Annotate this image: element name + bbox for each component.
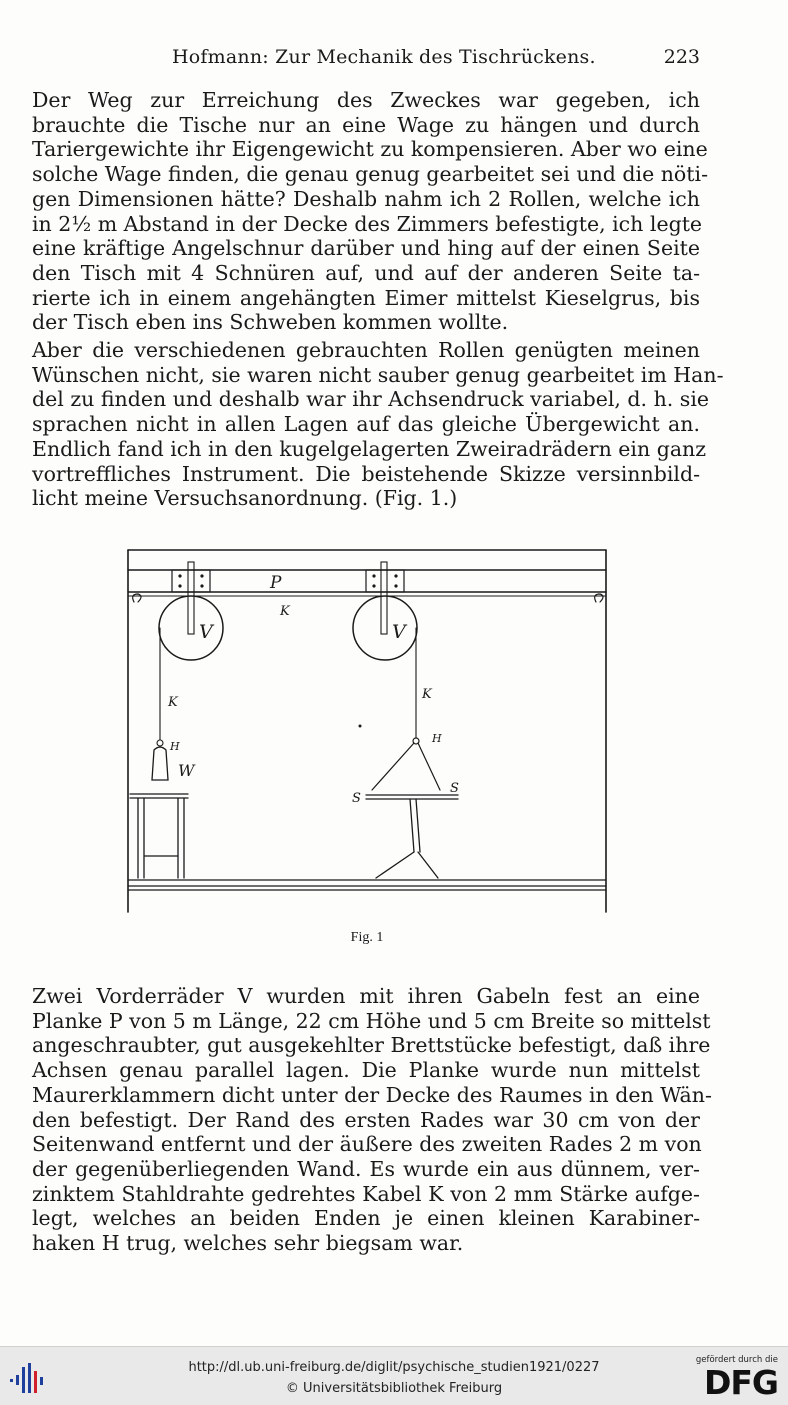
- running-title: Hofmann: Zur Mechanik des Tischrückens.: [172, 46, 596, 68]
- text-line: zinktem Stahldrahte gedrehtes Kabel K von 2 mm Stärke aufge-: [32, 1181, 700, 1206]
- left-stand: [130, 794, 188, 878]
- figure-1-diagram: [120, 540, 616, 920]
- text-line: Planke P von 5 m Länge, 22 cm Höhe und 5 cm Breite so mittelst: [32, 1008, 711, 1033]
- text-line: Wünschen nicht, sie waren nicht sauber genug gearbeitet im Han-: [32, 362, 724, 387]
- left-hook: [157, 740, 163, 746]
- text-line: in 2½ m Abstand in der Decke des Zimmers befestigte, ich legte: [32, 211, 703, 236]
- text-line: legt, welches an beiden Enden je einen kleinen Karabiner-: [32, 1206, 700, 1231]
- paragraph-3: [32, 984, 712, 1256]
- label-cable-left: K: [168, 695, 178, 710]
- text-line: licht meine Versuchsanordnung. (Fig. 1.): [32, 486, 458, 511]
- page-header: [32, 46, 700, 74]
- copyright-notice: © Universitätsbibliothek Freiburg: [285, 1381, 503, 1396]
- label-cable-top: K: [280, 604, 290, 619]
- text-line: solche Wage finden, die genau genug gearbeitet sei und die nöti-: [32, 162, 708, 187]
- left-mount-plate: [172, 570, 210, 592]
- label-hook-right: H: [432, 732, 442, 745]
- paragraph-2: [32, 338, 724, 511]
- right-mount-plate: [366, 570, 404, 592]
- text-line: Der Weg zur Erreichung des Zweckes war gegeben, ich: [32, 88, 700, 112]
- left-bracket: [133, 594, 141, 602]
- text-line: sprachen nicht in allen Lagen auf das gleiche Übergewicht an.: [32, 412, 700, 437]
- suspended-table: [366, 795, 458, 878]
- right-fork-rod: [381, 562, 387, 634]
- figure-caption: Fig. 1: [350, 930, 384, 945]
- text-line: Aber die verschiedenen gebrauchten Rollen genügten meinen: [32, 338, 700, 362]
- text-line: Tariergewichte ihr Eigengewicht zu kompensieren. Aber wo eine: [32, 137, 708, 162]
- text-line: brauchte die Tische nur an eine Wage zu hängen und durch: [32, 112, 700, 137]
- funder-small-text: gefördert durch die: [695, 1355, 778, 1365]
- table-suspension: [372, 738, 440, 790]
- text-line: eine kräftige Angelschnur darüber und hing auf der einen Seite: [32, 236, 700, 261]
- text-line: Maurerklammern dicht unter der Decke des Raumes in den Wän-: [32, 1082, 712, 1107]
- left-wheel: [159, 596, 223, 660]
- floor: [128, 880, 606, 890]
- text-line: den Tisch mit 4 Schnüren auf, und auf der anderen Seite ta-: [32, 260, 700, 285]
- left-fork-rod: [188, 562, 194, 634]
- text-line: der gegenüberliegenden Wand. Es wurde ein aus dünnem, ver-: [32, 1156, 700, 1181]
- label-plank: P: [270, 573, 282, 593]
- right-bracket: [595, 594, 603, 602]
- text-line: Zwei Vorderräder V wurden mit ihren Gabeln fest an eine: [32, 984, 700, 1008]
- text-line: Achsen genau parallel lagen. Die Planke wurde nun mittelst: [32, 1058, 700, 1083]
- label-cable-right: K: [422, 687, 432, 702]
- label-screw-left: S: [352, 791, 361, 806]
- page-number: 223: [663, 46, 700, 68]
- text-line: angeschraubter, gut ausgekehlter Brettstücke befestigt, daß ihre: [32, 1033, 711, 1058]
- label-wheel-left: V: [199, 621, 213, 643]
- dfg-funder-logo[interactable]: [692, 1355, 778, 1401]
- text-line: Seitenwand entfernt und der äußere des zweiten Rades 2 m von: [32, 1132, 702, 1157]
- paragraph-1: [32, 88, 708, 335]
- text-line: del zu finden und deshalb war ihr Achsendruck variabel, d. h. sie: [32, 387, 710, 412]
- dfg-logo-text: DFG: [703, 1363, 778, 1402]
- document-url[interactable]: http://dl.ub.uni-freiburg.de/diglit/psychische_studien1921/0227: [188, 1360, 600, 1375]
- text-line: den befestigt. Der Rand des ersten Rades war 30 cm von der: [32, 1107, 700, 1132]
- viewer-footer: [0, 1346, 788, 1405]
- text-line: Endlich fand ich in den kugelgelagerten Zweiradrädern ein ganz: [32, 436, 707, 461]
- label-hook-left: H: [170, 740, 180, 753]
- text-line: vortreffliches Instrument. Die beistehende Skizze versinnbild-: [32, 461, 700, 486]
- label-bucket: W: [178, 761, 195, 780]
- text-line: der Tisch eben ins Schweben kommen wollte.: [32, 310, 509, 335]
- label-wheel-right: V: [392, 621, 406, 643]
- label-screw-right: S: [450, 781, 459, 796]
- text-line: haken H trug, welches sehr biegsam war.: [32, 1231, 464, 1256]
- text-line: gen Dimensionen hätte? Deshalb nahm ich 2 Rollen, welche ich: [32, 186, 700, 211]
- bucket: [152, 747, 168, 780]
- text-line: rierte ich in einem angehängten Eimer mittelst Kieselgrus, bis: [32, 285, 700, 310]
- right-wheel: [353, 596, 417, 660]
